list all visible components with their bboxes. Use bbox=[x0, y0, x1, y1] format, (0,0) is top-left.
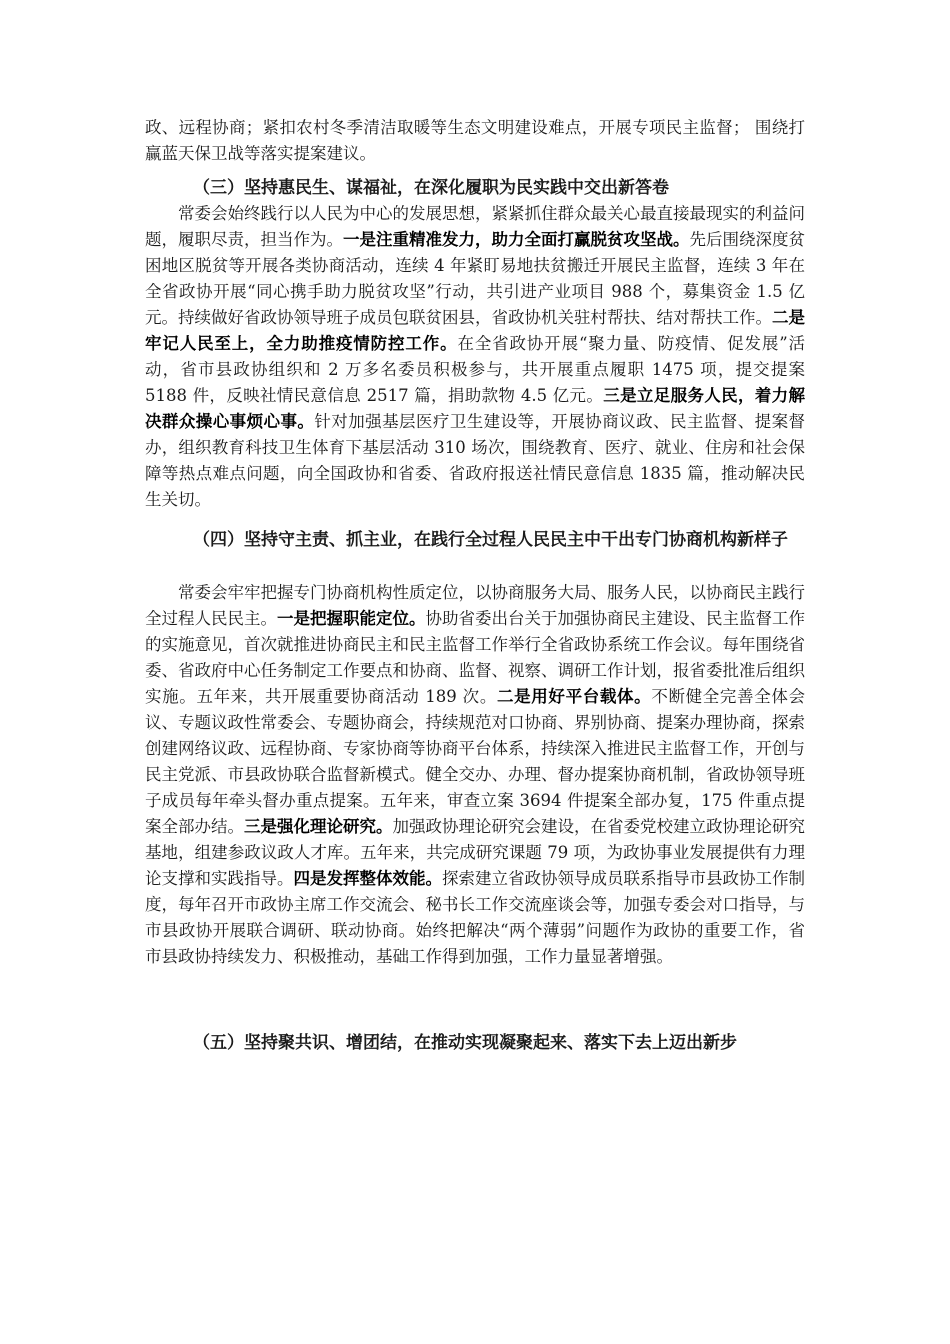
text-run: 针对加强基层医疗卫生建设等，开展协商议政、民主监督、提案督办，组织教育科技卫生体育下基层活动 310 场次，围绕教育、医疗、就业、住房和社会保障等热点难点问题，向全国政协和省委、省政府报送社情民意信息 1835 篇，推动解决民生关切。 bbox=[145, 412, 806, 509]
text-run: 不断健全完善全体会议、专题议政性常委会、专题协商会，持续规范对口协商、界别协商、提案办理协商，探索创建网络议政、远程协商、专家协商等协商平台体系，持续深入推进民主监督工作，开创与民主党派、市县政协联合监督新模式。健全交办、办理、督办提案协商机制，省政协领导班子成员每年牵头督办重点提案。五年来，审查立案 3694 件提案全部办复，175 件重点提案全部办结。 bbox=[145, 687, 806, 836]
text-run: 探索建立省政协领导成员联系指导市县政协工作制度，每年召开市政协主席工作交流会、秘书长工作交流座谈会等，加强专委会对口指导，与市县政协开展联合调研、联动协商。始终把解决“两个薄弱”问题作为政协的重要工作，省市县政协持续发力、积极推动，基础工作得到加强，工作力量显著增强。 bbox=[145, 869, 805, 966]
key-point-2: 二是牢记人民至上，全力助推疫情防控工作。 bbox=[145, 308, 805, 353]
key-point-1: 一是把握职能定位。 bbox=[277, 609, 426, 628]
paragraph-section-4 bbox=[145, 580, 805, 970]
paragraph-continuation: 政、远程协商；紧扣农村冬季清洁取暖等生态文明建设难点，开展专项民主监督； 围绕打赢蓝天保卫战等落实提案建议。 bbox=[145, 118, 805, 163]
key-point-3: 三是立足服务人民，着力解决群众操心事烦心事。 bbox=[145, 386, 806, 431]
text-run: 先后围绕深度贫困地区脱贫等开展各类协商活动，连续 4 年紧盯易地扶贫搬迁开展民主监督，连续 3 年在全省政协开展“同心携手助力脱贫攻坚”行动，共引进产业项目 988 个，募集资金 1.5 亿元。持续做好省政协领导班子成员包联贫困县，省政协机关驻村帮扶、结对帮扶工作。 bbox=[145, 230, 805, 327]
paragraph-section-3 bbox=[145, 201, 805, 513]
key-point-4: 四是发挥整体效能。 bbox=[293, 869, 442, 888]
text-run: 协助省委出台关于加强协商民主建设、民主监督工作的实施意见，首次就推进协商民主和民主监督工作举行全省政协系统工作会议。每年围绕省委、省政府中心任务制定工作要点和协商、监督、视察、调研工作计划，报省委批准后组织实施。五年来，共开展重要协商活动 189 次。 bbox=[145, 609, 805, 706]
section-heading-5: （五）坚持聚共识、增团结，在推动实现凝聚起来、落实下去上迈出新步 bbox=[193, 1033, 737, 1053]
text-run: 加强政协理论研究会建设，在省委党校建立政协理论研究基地，组建参政议政人才库。五年来，共完成研究课题 79 项，为政协事业发展提供有力理论支撑和实践指导。 bbox=[145, 817, 805, 888]
section-heading-4: （四）坚持守主责、抓主业，在践行全过程人民民主中干出专门协商机构新样子 bbox=[193, 530, 788, 550]
text-run: 常委会牢牢把握专门协商机构性质定位，以协商服务大局、服务人民，以协商民主践行全过程人民民主。 bbox=[145, 583, 805, 628]
key-point-1: 一是注重精准发力，助力全面打赢脱贫攻坚战。 bbox=[343, 230, 690, 249]
text-run: 常委会始终践行以人民为中心的发展思想，紧紧抓住群众最关心最直接最现实的利益问题，履职尽责，担当作为。 bbox=[145, 204, 805, 249]
section-heading-3: （三）坚持惠民生、谋福祉，在深化履职为民实践中交出新答卷 bbox=[193, 178, 669, 198]
key-point-2: 二是用好平台载体。 bbox=[496, 687, 652, 706]
text-run: 在全省政协开展“聚力量、防疫情、促发展”活动，省市县政协组织和 2 万多名委员积极参与，共开展重点履职 1475 项，提交提案 5188 件，反映社情民意信息 2517 篇，捐助款物 4.5 亿元。 bbox=[145, 334, 806, 405]
key-point-3: 三是强化理论研究。 bbox=[244, 817, 393, 836]
